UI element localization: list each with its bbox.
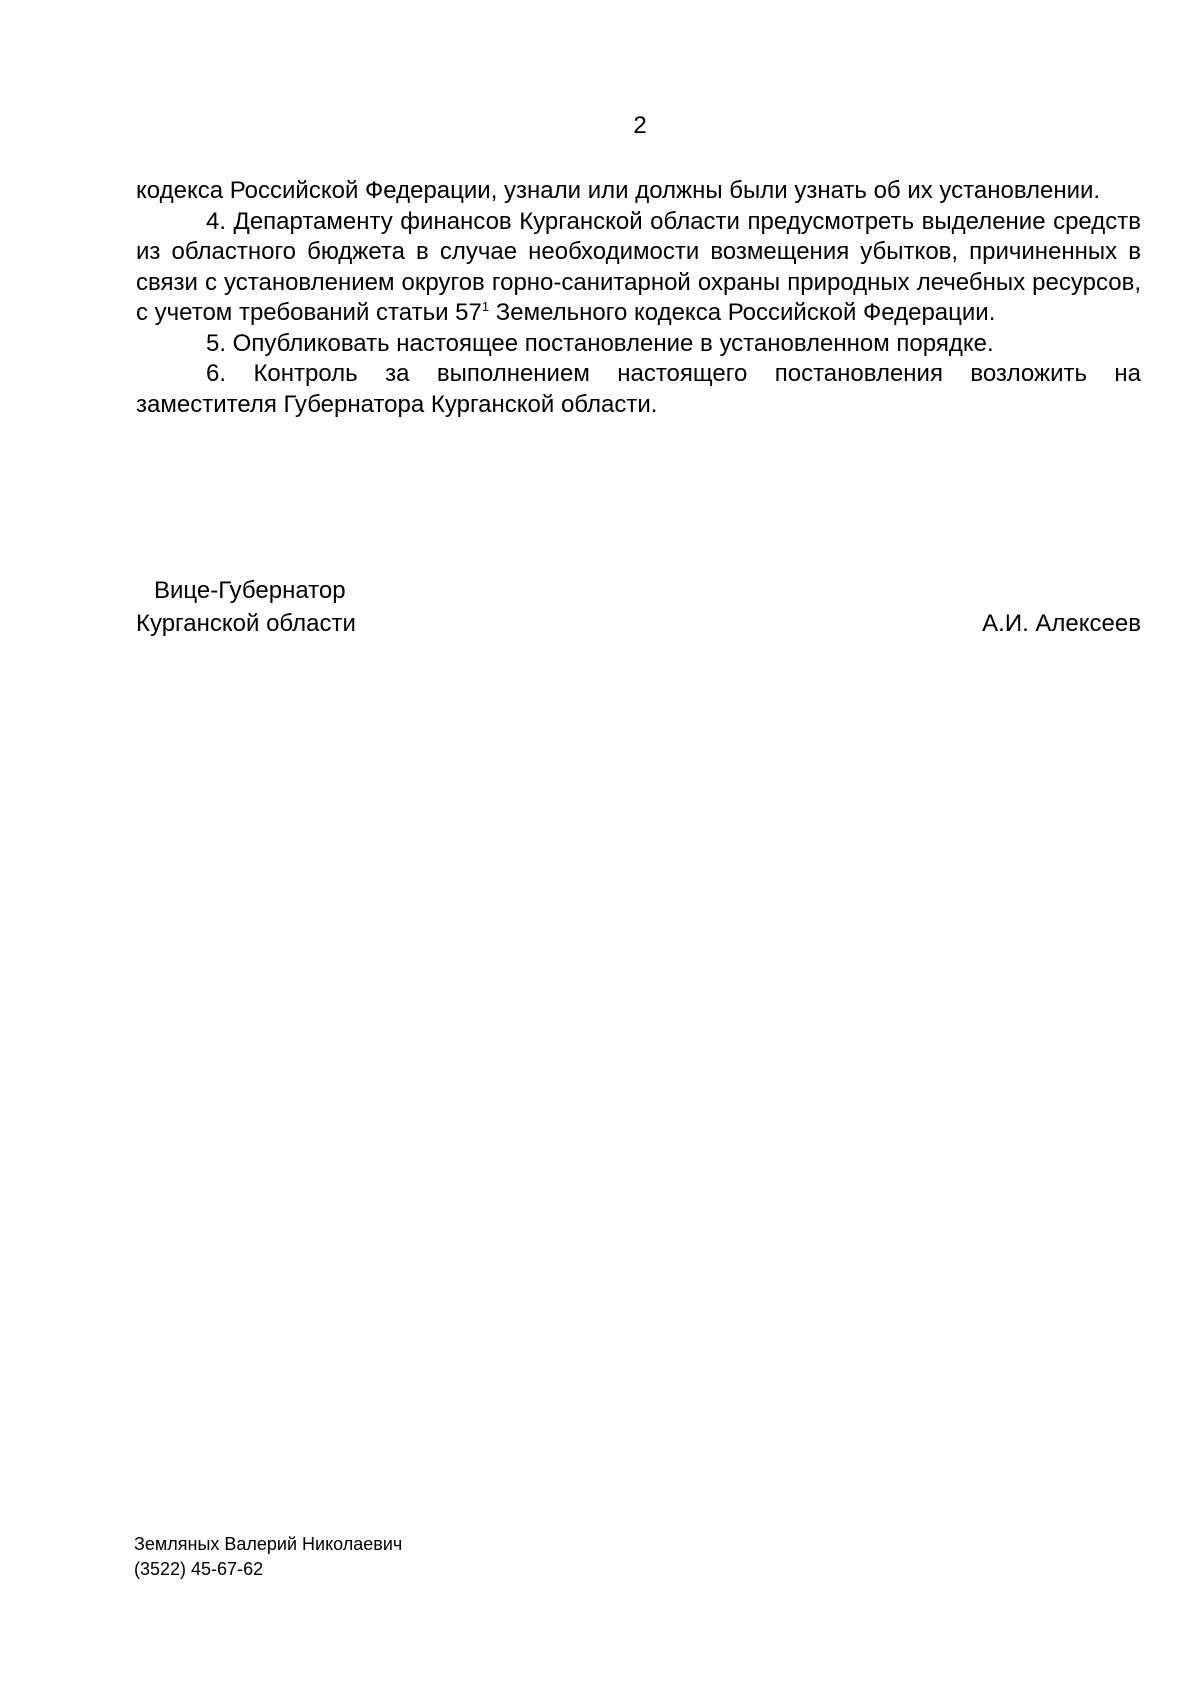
paragraph-item-4 bbox=[136, 207, 1141, 329]
paragraph-item-4-tail: Земельного кодекса Российской Федерации. bbox=[489, 299, 996, 326]
signature-block bbox=[136, 574, 1141, 640]
signatory-name: А.И. Алексеев bbox=[982, 610, 1141, 637]
executor-name: Земляных Валерий Николаевич bbox=[134, 1534, 403, 1554]
signature-row bbox=[136, 607, 1141, 640]
paragraph-item-5: 5. Опубликовать настоящее постановление в установленном порядке. bbox=[206, 329, 994, 357]
paragraph-item-4-text: 4. Департаменту финансов Курганской области предусмотреть выделение средств из областного бюджета в случае необходимости возмещения убытков, причиненных в связи с установлением округов горно-санитарной охраны природных лечебных ресурсов, с учетом требований статьи 57 bbox=[136, 207, 1141, 326]
executor-contact bbox=[134, 1532, 402, 1582]
article-superscript: 1 bbox=[481, 299, 490, 314]
page-number: 2 bbox=[633, 112, 647, 139]
document-body bbox=[136, 176, 1141, 420]
signatory-title-line1: Вице-Губернатор bbox=[154, 577, 346, 604]
executor-phone: (3522) 45-67-62 bbox=[134, 1559, 264, 1579]
signatory-title-line2: Курганской области bbox=[136, 610, 356, 637]
paragraph-item-6: 6. Контроль за выполнением настоящего постановления возложить на заместителя Губернатора Курганской области. bbox=[136, 360, 1141, 418]
paragraph-continuation: кодекса Российской Федерации, узнали или должны были узнать об их установлении. bbox=[136, 177, 1101, 204]
